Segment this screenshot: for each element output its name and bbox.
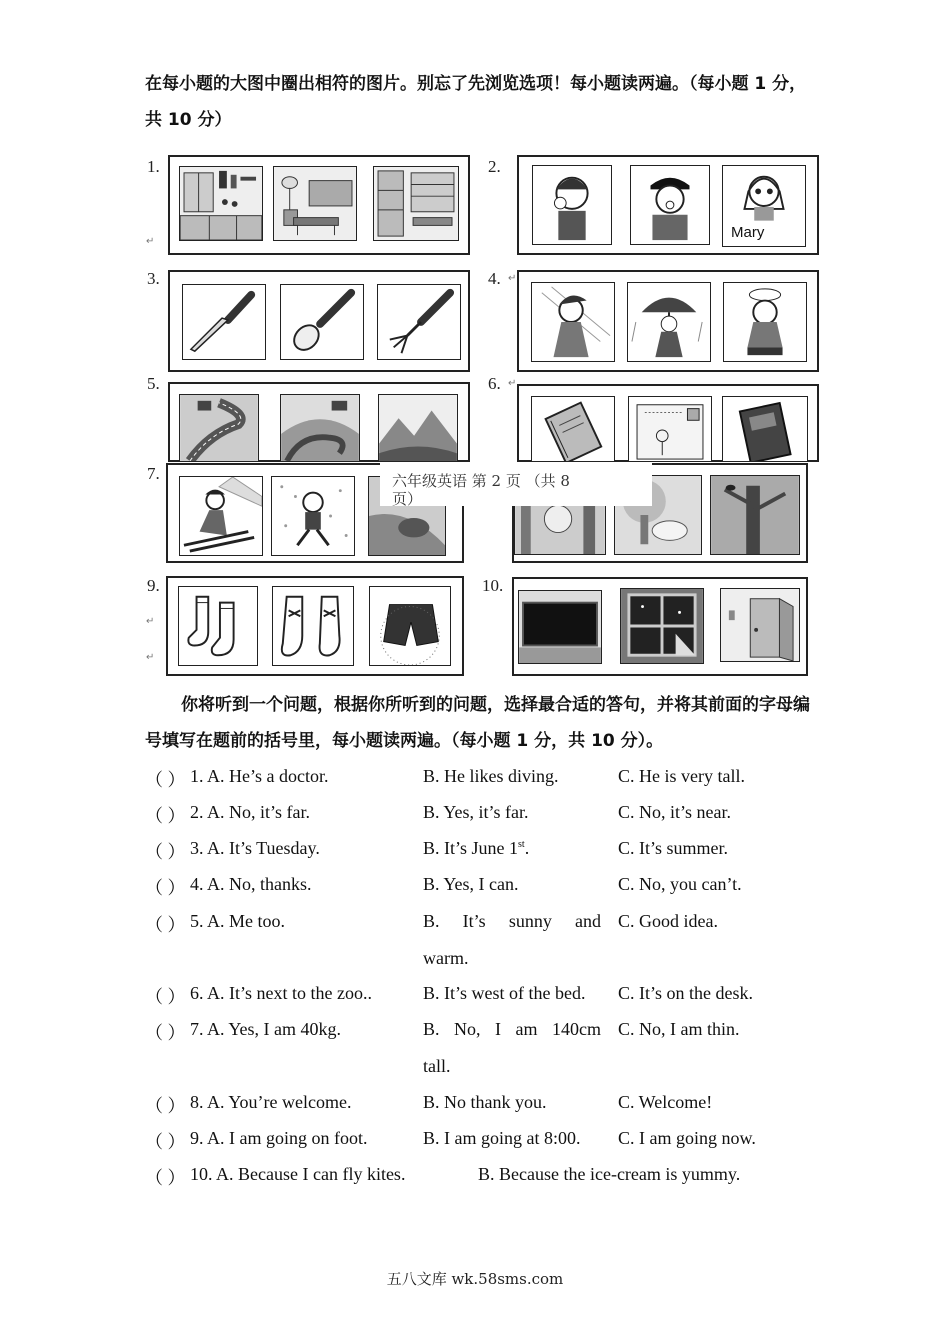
option-c: C. Welcome!	[618, 1092, 713, 1112]
answer-paren[interactable]: （ ）	[145, 915, 186, 935]
dictionary-picture[interactable]	[722, 396, 808, 462]
question-5	[145, 911, 825, 985]
option-c: C. No, it’s near.	[618, 802, 731, 822]
option-a: 1. A. He’s a doctor.	[190, 766, 329, 786]
question-8	[145, 1092, 825, 1128]
girl-windy-picture[interactable]	[531, 282, 615, 362]
door-picture[interactable]	[720, 588, 800, 662]
option-c: C. No, you can’t.	[618, 874, 742, 894]
return-mark: ↵	[146, 236, 155, 247]
part2-instructions: 你将听到一个问题，根据你所听到的问题，选择最合适的答句，并将其前面的字母编号填写在题前的括号里，每小题读两遍。（每小题 1 分，共 10 分）。	[145, 695, 810, 751]
answer-paren[interactable]: （ ）	[145, 1096, 186, 1116]
option-b-text: B. It’s June 1	[423, 838, 519, 858]
page-footer-overlay	[380, 462, 652, 506]
item-number-6: 6.	[488, 374, 501, 393]
mary-sick-picture[interactable]	[722, 165, 806, 247]
winding-road-picture[interactable]	[179, 394, 259, 462]
living-room-picture[interactable]	[273, 166, 357, 241]
option-b: B. Because the ice-cream is yummy.	[478, 1164, 741, 1184]
answer-paren[interactable]: （ ）	[145, 878, 186, 898]
shoes-picture[interactable]	[272, 586, 354, 666]
option-b-end: .	[524, 838, 530, 858]
part1-instructions: 在每小题的大图中圈出相符的图片。别忘了先浏览选项！每小题读两遍。（每小题 1 分，共 10 分）	[145, 74, 807, 130]
answer-paren[interactable]: （ ）	[145, 1168, 186, 1188]
road-hill-picture[interactable]	[280, 394, 360, 462]
book-picture[interactable]	[531, 396, 615, 462]
item-number-4: 4.	[488, 269, 501, 288]
answer-paren[interactable]: （ ）	[145, 1023, 186, 1043]
boy-cold-picture[interactable]	[630, 165, 710, 245]
page-footer-line1: 六年级英语 第 2 页 （共 8	[392, 472, 570, 490]
option-a: 6. A. It’s next to the zoo..	[190, 983, 372, 1003]
answer-paren[interactable]: （ ）	[145, 1132, 186, 1152]
return-mark: ↵	[146, 616, 155, 627]
question-4	[145, 874, 825, 910]
option-b: B. Yes, it’s far.	[423, 802, 529, 822]
option-a: 10. A. Because I can fly kites.	[190, 1164, 406, 1184]
postcard-picture[interactable]	[628, 396, 712, 462]
answer-paren[interactable]: （ ）	[145, 770, 186, 790]
option-b: B. I am going at 8:00.	[423, 1128, 581, 1148]
question-6	[145, 983, 825, 1019]
answer-paren[interactable]: （ ）	[145, 987, 186, 1007]
option-b: B. He likes diving.	[423, 766, 559, 786]
option-b: B. It’s sunny and	[423, 911, 601, 931]
page-footer-line2: 页）	[392, 490, 423, 506]
option-a: 7. A. Yes, I am 40kg.	[190, 1019, 342, 1039]
study-room-picture[interactable]	[373, 166, 459, 241]
item-number-7: 7.	[147, 464, 160, 483]
item-number-9: 9.	[147, 576, 160, 595]
option-a: 8. A. You’re welcome.	[190, 1092, 352, 1112]
fork-picture[interactable]	[377, 284, 461, 360]
option-c: C. It’s on the desk.	[618, 983, 753, 1003]
answer-paren[interactable]: （ ）	[145, 842, 186, 862]
option-b: B. No, I am 140cm	[423, 1019, 601, 1039]
answer-paren[interactable]: （ ）	[145, 806, 186, 826]
question-7	[145, 1019, 825, 1093]
item-number-1: 1.	[147, 157, 160, 176]
return-mark: ↵	[146, 652, 155, 663]
ordinal-suffix: st	[518, 839, 525, 850]
shorts-picture[interactable]	[369, 586, 451, 666]
bird-tree-picture[interactable]	[710, 475, 800, 555]
option-a: 3. A. It’s Tuesday.	[190, 838, 320, 858]
item-number-5: 5.	[147, 374, 160, 393]
option-b-continued: warm.	[423, 948, 469, 968]
question-3	[145, 838, 825, 874]
running-snow-picture[interactable]	[271, 476, 355, 556]
option-b: B. Yes, I can.	[423, 874, 519, 894]
mountains-picture[interactable]	[378, 394, 458, 462]
option-a: 2. A. No, it’s far.	[190, 802, 310, 822]
item-number-10: 10.	[482, 576, 504, 595]
item-number-3: 3.	[147, 269, 160, 288]
option-b	[423, 838, 529, 859]
option-c: C. Good idea.	[618, 911, 718, 931]
knife-picture[interactable]	[182, 284, 266, 360]
girl-umbrella-rain-picture[interactable]	[627, 282, 711, 362]
socks-picture[interactable]	[178, 586, 258, 666]
spoon-picture[interactable]	[280, 284, 364, 360]
return-mark: ↵	[508, 378, 517, 389]
question-9	[145, 1128, 825, 1164]
girl-dizzy-picture[interactable]	[723, 282, 807, 362]
site-footer: 五八文库 wk.58sms.com	[386, 1270, 564, 1288]
girl-toothache-picture[interactable]	[532, 165, 612, 245]
window-night-picture[interactable]	[620, 588, 704, 664]
blackboard-picture[interactable]	[518, 590, 602, 664]
question-1	[145, 766, 825, 802]
kitchen-picture[interactable]	[179, 166, 263, 241]
option-b: B. No thank you.	[423, 1092, 547, 1112]
option-a: 9. A. I am going on foot.	[190, 1128, 368, 1148]
return-mark: ↵	[508, 273, 517, 284]
option-a: 5. A. Me too.	[190, 911, 286, 931]
option-c: C. He is very tall.	[618, 766, 745, 786]
option-b: B. It’s west of the bed.	[423, 983, 586, 1003]
option-c: C. It’s summer.	[618, 838, 729, 858]
option-b-continued: tall.	[423, 1056, 451, 1076]
skiing-picture[interactable]	[179, 476, 263, 556]
mary-label: Mary	[731, 224, 765, 241]
option-c: C. No, I am thin.	[618, 1019, 740, 1039]
option-c: C. I am going now.	[618, 1128, 756, 1148]
item-number-2: 2.	[488, 157, 501, 176]
question-2	[145, 802, 825, 838]
question-10	[145, 1164, 825, 1200]
option-a: 4. A. No, thanks.	[190, 874, 312, 894]
